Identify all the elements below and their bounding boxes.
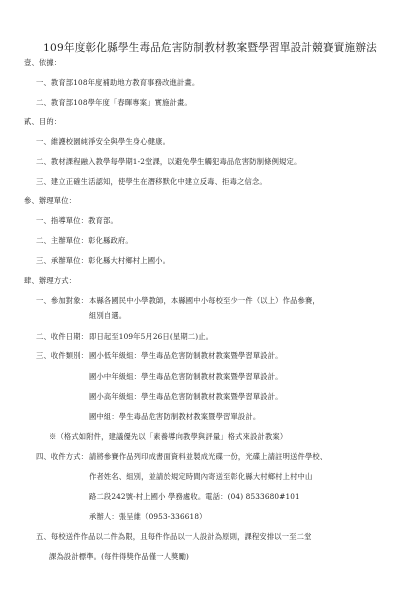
method-item-2-label: 二、收件日期： [36, 332, 89, 341]
section-heading-basis: 壹、依據： [24, 58, 62, 67]
category-item-1: 國小低年級組：學生毒品危害防制教材教案暨學習單設計。 [89, 351, 283, 360]
method-item-4-line-1: 請將參賽作品列印成書面資料並製成光碟一份，光碟上請註明送件學校、 [89, 452, 328, 461]
organizer-item-2: 二、主辦單位：彰化縣政府。 [36, 236, 133, 245]
organizer-item-3: 三、承辦單位：彰化縣大村鄉村上國小。 [36, 256, 171, 265]
method-item-5-line-1: 五、每校送件作品以二件為限，且每件作品以一人設計為原則，課程安排以一至二堂 [36, 532, 312, 541]
category-item-2: 國小中年級組：學生毒品危害防制教材教案暨學習單設計。 [89, 372, 283, 381]
section-heading-purpose: 貳、目的： [24, 117, 62, 126]
category-item-3: 國小高年級組：學生毒品危害防制教材教案暨學習單設計。 [89, 392, 283, 401]
purpose-item-1: 一、維護校園純淨安全與學生身心健康。 [36, 137, 171, 146]
method-item-4-line-2: 作者姓名、組別，並請於規定時間內寄送至彰化縣大村鄉村上村中山 [89, 472, 313, 481]
basis-item-2: 二、教育部108學年度「春暉專案」實施計畫。 [36, 98, 192, 107]
method-item-1-label: 一、參加對象： [36, 296, 89, 305]
method-item-2-text: 即日起至109年5月26日(星期二)止。 [89, 332, 214, 341]
method-item-4-line-3: 路二段242號-村上國小 學務處收。電話：(04) 8533680#101 [89, 492, 300, 501]
method-item-1-line-2: 組別自選。 [89, 311, 127, 320]
category-item-4: 國中組：學生毒品危害防制教材教案暨學習單設計。 [89, 412, 261, 421]
method-item-4-line-4: 承辦人：張呈維（0953-336618） [89, 512, 207, 521]
organizer-item-1: 一、指導單位：教育部。 [36, 216, 118, 225]
method-item-1-line-1: 本縣各國民中小學教師，本縣國中小每校至少一件（以上）作品參賽， [89, 296, 320, 305]
purpose-item-2: 二、教材課程融入教學每學期1-2堂課，以避免學生觸犯毒品危害防制條例規定。 [36, 157, 302, 166]
method-item-4-label: 四、收件方式： [36, 452, 89, 461]
document-title: 109年度彰化縣學生毒品危害防制教材教案暨學習單設計競賽實施辦法 [43, 42, 377, 54]
section-heading-method: 肆、辦理方式： [24, 276, 77, 285]
method-item-5-line-2: 課為設計標準。(每件得獎作品僅一人獎勵) [49, 552, 190, 561]
section-heading-organizers: 參、辦理單位： [24, 196, 77, 205]
basis-item-1: 一、教育部108年度補助地方教育事務改進計畫。 [36, 78, 200, 87]
method-item-3-label: 三、收件類別： [36, 351, 89, 360]
purpose-item-3: 三、建立正確生活認知，使學生在潛移默化中建立反毒、拒毒之信念。 [36, 177, 267, 186]
format-note: ※（格式如附件，建議優先以「素養導向教學與評量」格式來設計教案） [49, 432, 288, 441]
